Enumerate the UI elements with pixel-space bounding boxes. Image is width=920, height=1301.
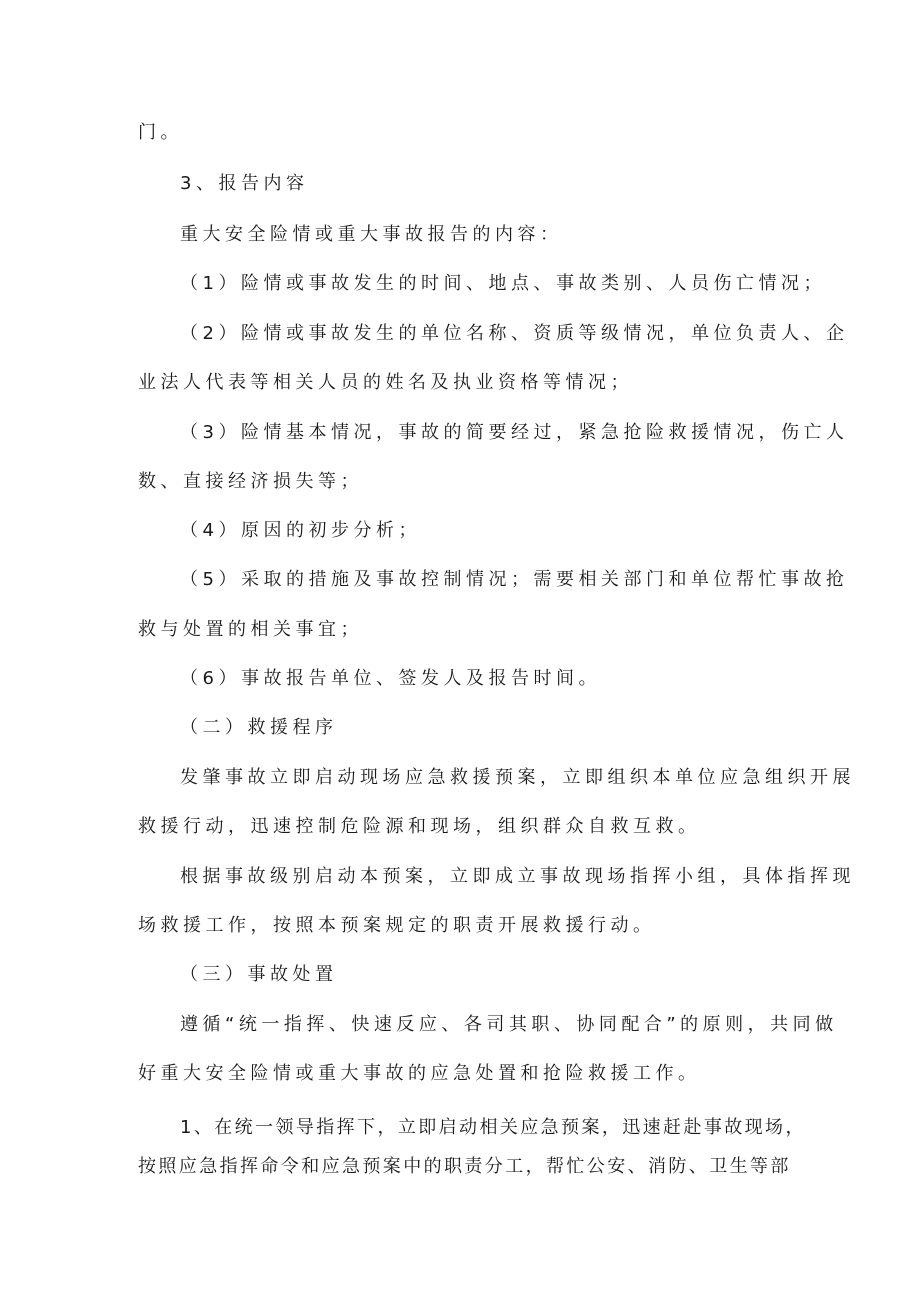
- list-item-3-line-2: 数、直接经济损失等；: [138, 471, 363, 492]
- paragraph-line-19: 遵循“统一指挥、快速反应、各司其职、协同配合”的原则，共同做: [180, 1014, 838, 1035]
- paragraph-line-14: 发肇事故立即启动现场应急救援预案，立即组织本单位应急组织开展: [180, 767, 855, 788]
- paragraph-line-17: 场救援工作，按照本预案规定的职责开展救援行动。: [138, 915, 656, 936]
- list-item-3-line-1: （3）险情基本情况，事故的简要经过，紧急抢险救援情况，伤亡人: [180, 422, 849, 443]
- list-item-1: （1）险情或事故发生的时间、地点、事故类别、人员伤亡情况；: [180, 273, 826, 294]
- paragraph-line-3: 重大安全险情或重大事故报告的内容：: [180, 224, 563, 245]
- list-item-2-line-2: 业法人代表等相关人员的姓名及执业资格等情况；: [138, 372, 633, 393]
- section-heading-accident-handling: （三）事故处置: [180, 964, 338, 985]
- paragraph-line-1: 门。: [138, 122, 183, 143]
- paragraph-line-20: 好重大安全险情或重大事故的应急处置和抢险救援工作。: [138, 1063, 701, 1084]
- paragraph-line-16: 根据事故级别启动本预案，立即成立事故现场指挥小组，具体指挥现: [180, 866, 855, 887]
- section-heading-rescue-procedure: （二）救援程序: [180, 717, 338, 738]
- list-item-2-line-1: （2）险情或事故发生的单位名称、资质等级情况，单位负责人、企: [180, 323, 849, 344]
- paragraph-line-22: 按照应急指挥命令和应急预案中的职责分工，帮忙公安、消防、卫生等部: [138, 1156, 791, 1177]
- list-item-4: （4）原因的初步分析；: [180, 520, 421, 541]
- list-item-5-line-2: 救与处置的相关事宜；: [138, 619, 363, 640]
- section-heading-report-content: 3、报告内容: [180, 173, 309, 194]
- list-item-5-line-1: （5）采取的措施及事故控制情况；需要相关部门和单位帮忙事故抢: [180, 569, 849, 590]
- paragraph-line-15: 救援行动，迅速控制危险源和现场，组织群众自救互救。: [138, 816, 701, 837]
- list-item-6: （6）事故报告单位、签发人及报告时间。: [180, 668, 601, 689]
- paragraph-line-21: 1、在统一领导指挥下，立即启动相关应急预案，迅速赶赴事故现场，: [180, 1117, 806, 1138]
